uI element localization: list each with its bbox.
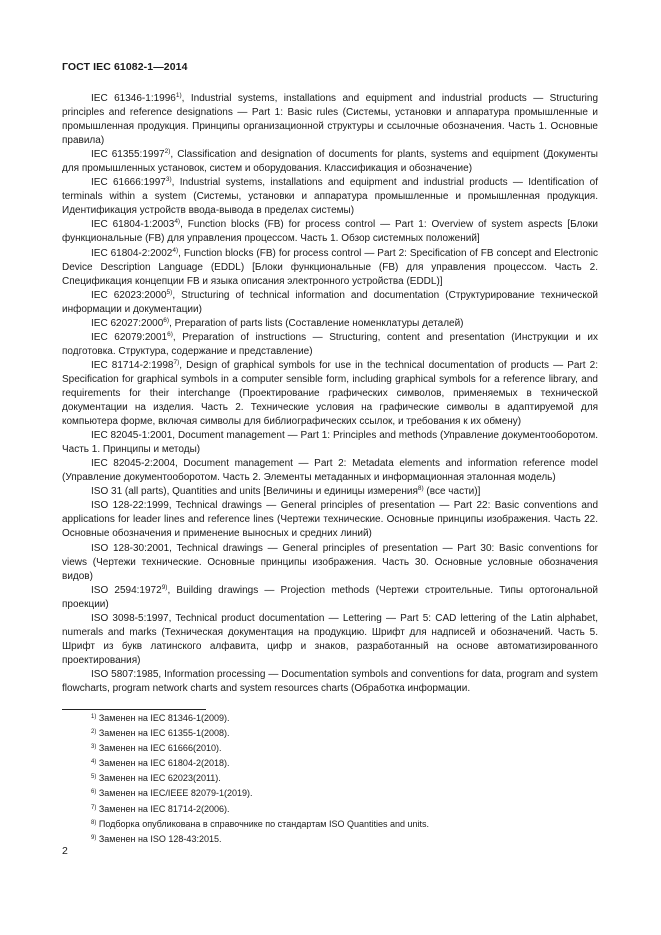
- footnote: $^{6)}$ Заменен на IEC/IEEE 82079-1(2019).: [91, 788, 253, 799]
- reference-entry: IEC 61666:1997$^{3)}$, Industrial systems, installations and equipment and industrial products — Identification of terminals within a system (Системы, установки и аппаратура промышленные и промышленная продукция. Идентификация устройств ввода-вывода в пределах системы): [62, 176, 599, 217]
- reference-entry: ISO 128-30:2001, Technical drawings — General principles of presentation — Part 30: Basic conventions for views (Чертежи технические. Основные принципы изображения. Часть 30. Основные условные обозначения видов): [62, 542, 599, 582]
- footnote: $^{3)}$ Заменен на IEC 61666(2010).: [91, 743, 222, 754]
- footnote: $^{7)}$ Заменен на IEC 81714-2(2006).: [91, 803, 230, 814]
- footnote: $^{2)}$ Заменен на IEC 61355-1(2008).: [91, 728, 230, 739]
- reference-entry: ISO 5807:1985, Information processing — Documentation symbols and conventions for data, program and system flowcharts, program network charts and system resources charts (Обработка информации.: [62, 668, 599, 694]
- reference-entry: IEC 61346-1:1996$^{1)}$, Industrial systems, installations and equipment and industrial products — Structuring principles and reference designations — Part 1: Basic rules (Системы, установки и аппаратура промышленные и промышленная продукция. Принципы организационной структуры и ссылочные обозначения. Часть 1. Основные правила): [62, 92, 599, 147]
- reference-entry: IEC 61804-1:2003$^{4)}$, Function blocks (FB) for process control — Part 1: Overview of system aspects [Блоки функциональные (FB) для управления процессом. Часть 1. Обзор системных положений]: [62, 218, 598, 245]
- footnotes: [91, 711, 591, 847]
- reference-entry: ISO 3098-5:1997, Technical product documentation — Lettering — Part 5: CAD lettering of the Latin alphabet, numerals and marks (Техническая документация на продукцию. Шрифт для надписей и обозначений. Часть 5. Шрифт из букв латинского алфавита, цифр и знаков, разработанный на основе автоматизированного проектирования): [62, 612, 598, 666]
- footnote: $^{1)}$ Заменен на IEC 81346-1(2009).: [91, 713, 230, 723]
- footnote: $^{5)}$ Заменен на IEC 62023(2011).: [91, 773, 221, 784]
- reference-entry: IEC 82045-2:2004, Document management — Part 2: Metadata elements and information reference model (Управление документооборотом. Часть 2. Элементы метаданных и информационная эталонная модель): [62, 458, 599, 484]
- footnote: $^{8)}$ Подборка опубликована в справочнике по стандартам ISO Quantities and units.: [91, 818, 430, 829]
- reference-entry: ISO 128-22:1999, Technical drawings — General principles of presentation — Part 22: Basic conventions and applications for leader lines and reference lines (Чертежи технические. Основные принципы изображения. Часть 22. Основные обозначения и применение выносных и средних линий): [62, 500, 598, 540]
- reference-entry: ISO 2594:1972$^{9)}$, Building drawings — Projection methods (Чертежи строительные. Типы ортогональной проекции): [62, 583, 598, 610]
- document-header: ГОСТ IEC 61082-1—2014: [62, 61, 188, 73]
- footnote: $^{9)}$ Заменен на ISO 128-43:2015.: [91, 833, 222, 844]
- page-number: 2: [62, 845, 68, 857]
- reference-entry: IEC 81714-2:1998$^{7)}$, Design of graphical symbols for use in the technical documentation of products — Part 2: Specification for graphical symbols in a computer sensible form, including graphical symbols for a reference library, and requirements for their interchange (Проектирование графических символов, применяемых в технической документации на изделия. Часть 2. Технические условия на графические символы в адаптируемой для компьютера форме, включая символы для библиографических ссылок, и требования к их обмену): [62, 358, 598, 428]
- references-body: [62, 92, 598, 696]
- reference-entry: IEC 61355:1997$^{2)}$, Classification and designation of documents for plants, systems and equipment (Документы для промышленных установок, систем и оборудования. Классификация и обозначение): [62, 148, 598, 175]
- reference-entry: ISO 31 (all parts), Quantities and units [Величины и единицы измерения$^{8)}$ (все части)]: [91, 485, 481, 498]
- reference-entry: IEC 62027:2000$^{6)}$, Preparation of parts lists (Составление номенклатуры деталей): [91, 316, 464, 329]
- reference-entry: IEC 82045-1:2001, Document management — Part 1: Principles and methods (Управление документооборотом. Часть 1. Принципы и методы): [62, 430, 598, 456]
- reference-entry: IEC 62079:2001$^{6)}$, Preparation of instructions — Structuring, content and presentation (Инструкции и их подготовка. Структура, содержание и представление): [62, 330, 599, 357]
- footnote: $^{4)}$ Заменен на IEC 61804-2(2018).: [91, 758, 230, 769]
- reference-entry: IEC 61804-2:2002$^{4)}$, Function blocks (FB) for process control — Part 2: Specification of FB concept and Electronic Device Description Language (EDDL) [Блоки функциональные (FB) для управления процессом. Часть 2. Спецификация концепции FB и языка описания электронного устройства (EDDL)]: [62, 246, 599, 287]
- reference-entry: IEC 62023:2000$^{5)}$, Structuring of technical information and documentation (Структурирование технической информации и документации): [62, 288, 598, 315]
- footnote-divider: [62, 709, 206, 710]
